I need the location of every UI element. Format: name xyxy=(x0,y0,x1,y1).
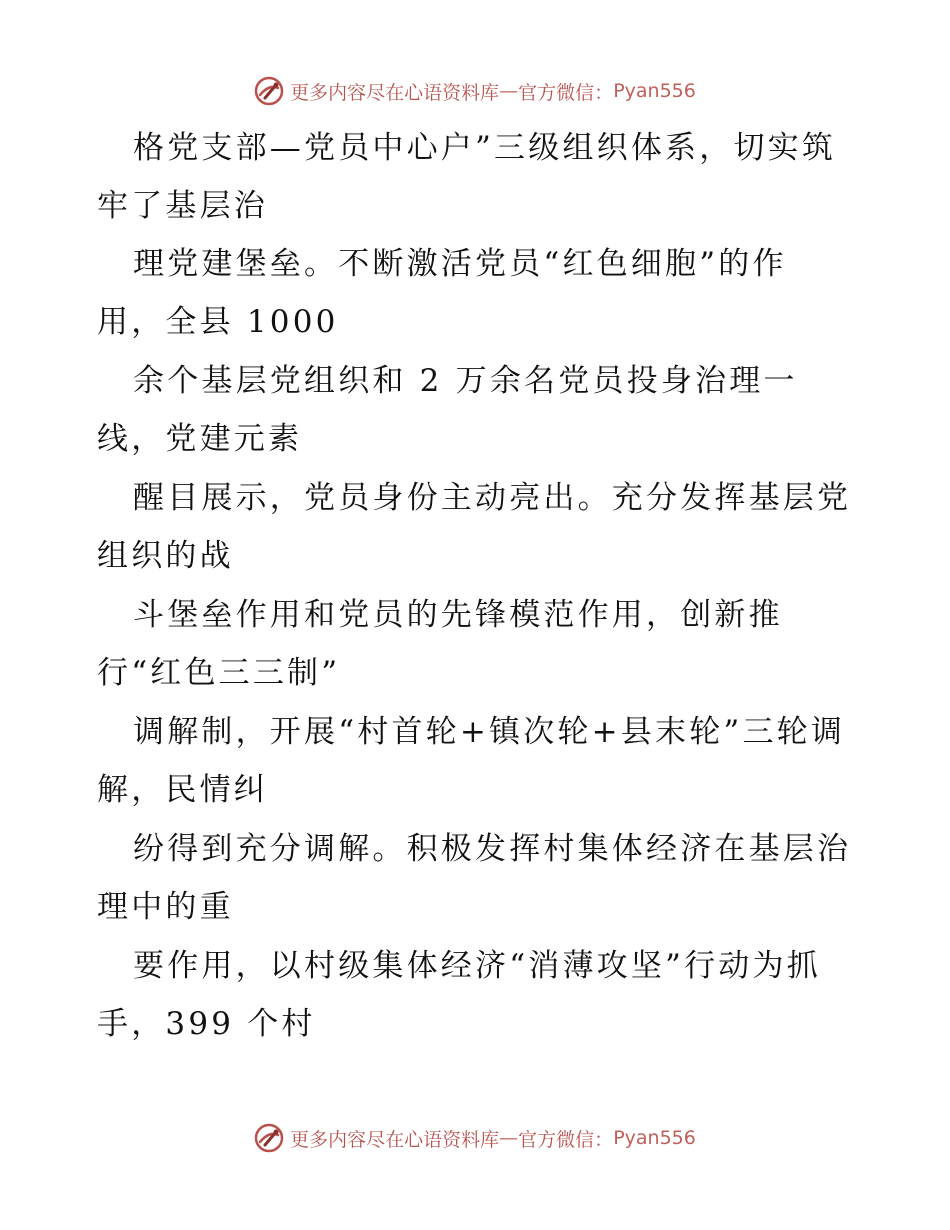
watermark-wechat-account: Pyan556 xyxy=(613,80,696,102)
watermark-separator: — xyxy=(499,80,519,102)
text-line: 解，民情纠 xyxy=(97,772,268,808)
brand-logo-icon xyxy=(254,76,284,106)
header-watermark xyxy=(0,74,950,108)
watermark-wechat-label: 官方微信： xyxy=(518,81,614,104)
watermark-text: 更多内容尽在心语资料库 xyxy=(290,81,500,104)
watermark-wechat-label: 官方微信： xyxy=(518,1128,614,1151)
text-line: 线，党建元素 xyxy=(97,421,303,457)
text-line: 牢了基层治 xyxy=(97,188,268,224)
text-line: 理中的重 xyxy=(97,889,234,925)
text-line: 斗堡垒作用和党员的先锋模范作用，创新推 xyxy=(133,597,783,633)
text-line: 理党建堡垒。不断激活党员“红色细胞”的作 xyxy=(133,246,787,282)
watermark-wechat-account: Pyan556 xyxy=(613,1127,696,1149)
watermark-text: 更多内容尽在心语资料库 xyxy=(290,1128,500,1151)
text-line: 要作用，以村级集体经济“消薄攻坚”行动为抓 xyxy=(133,948,821,984)
text-line: 手，399 个村 xyxy=(97,1006,316,1042)
text-line: 用，全县 1000 xyxy=(97,304,339,340)
text-line: 调解制，开展“村首轮+镇次轮+县末轮”三轮调 xyxy=(133,714,846,750)
text-line: 组织的战 xyxy=(97,538,234,574)
brand-logo-icon xyxy=(254,1123,284,1153)
text-line: 醒目展示，党员身份主动亮出。充分发挥基层党 xyxy=(133,480,852,516)
text-line: 行“红色三三制” xyxy=(97,655,341,691)
text-line: 余个基层党组织和 2 万余名党员投身治理一 xyxy=(133,363,798,399)
text-line: 纷得到充分调解。积极发挥村集体经济在基层治 xyxy=(133,831,852,867)
text-line: 格党支部—党员中心户”三级组织体系，切实筑 xyxy=(133,130,837,166)
footer-watermark xyxy=(0,1121,950,1155)
watermark-separator: — xyxy=(499,1127,519,1149)
